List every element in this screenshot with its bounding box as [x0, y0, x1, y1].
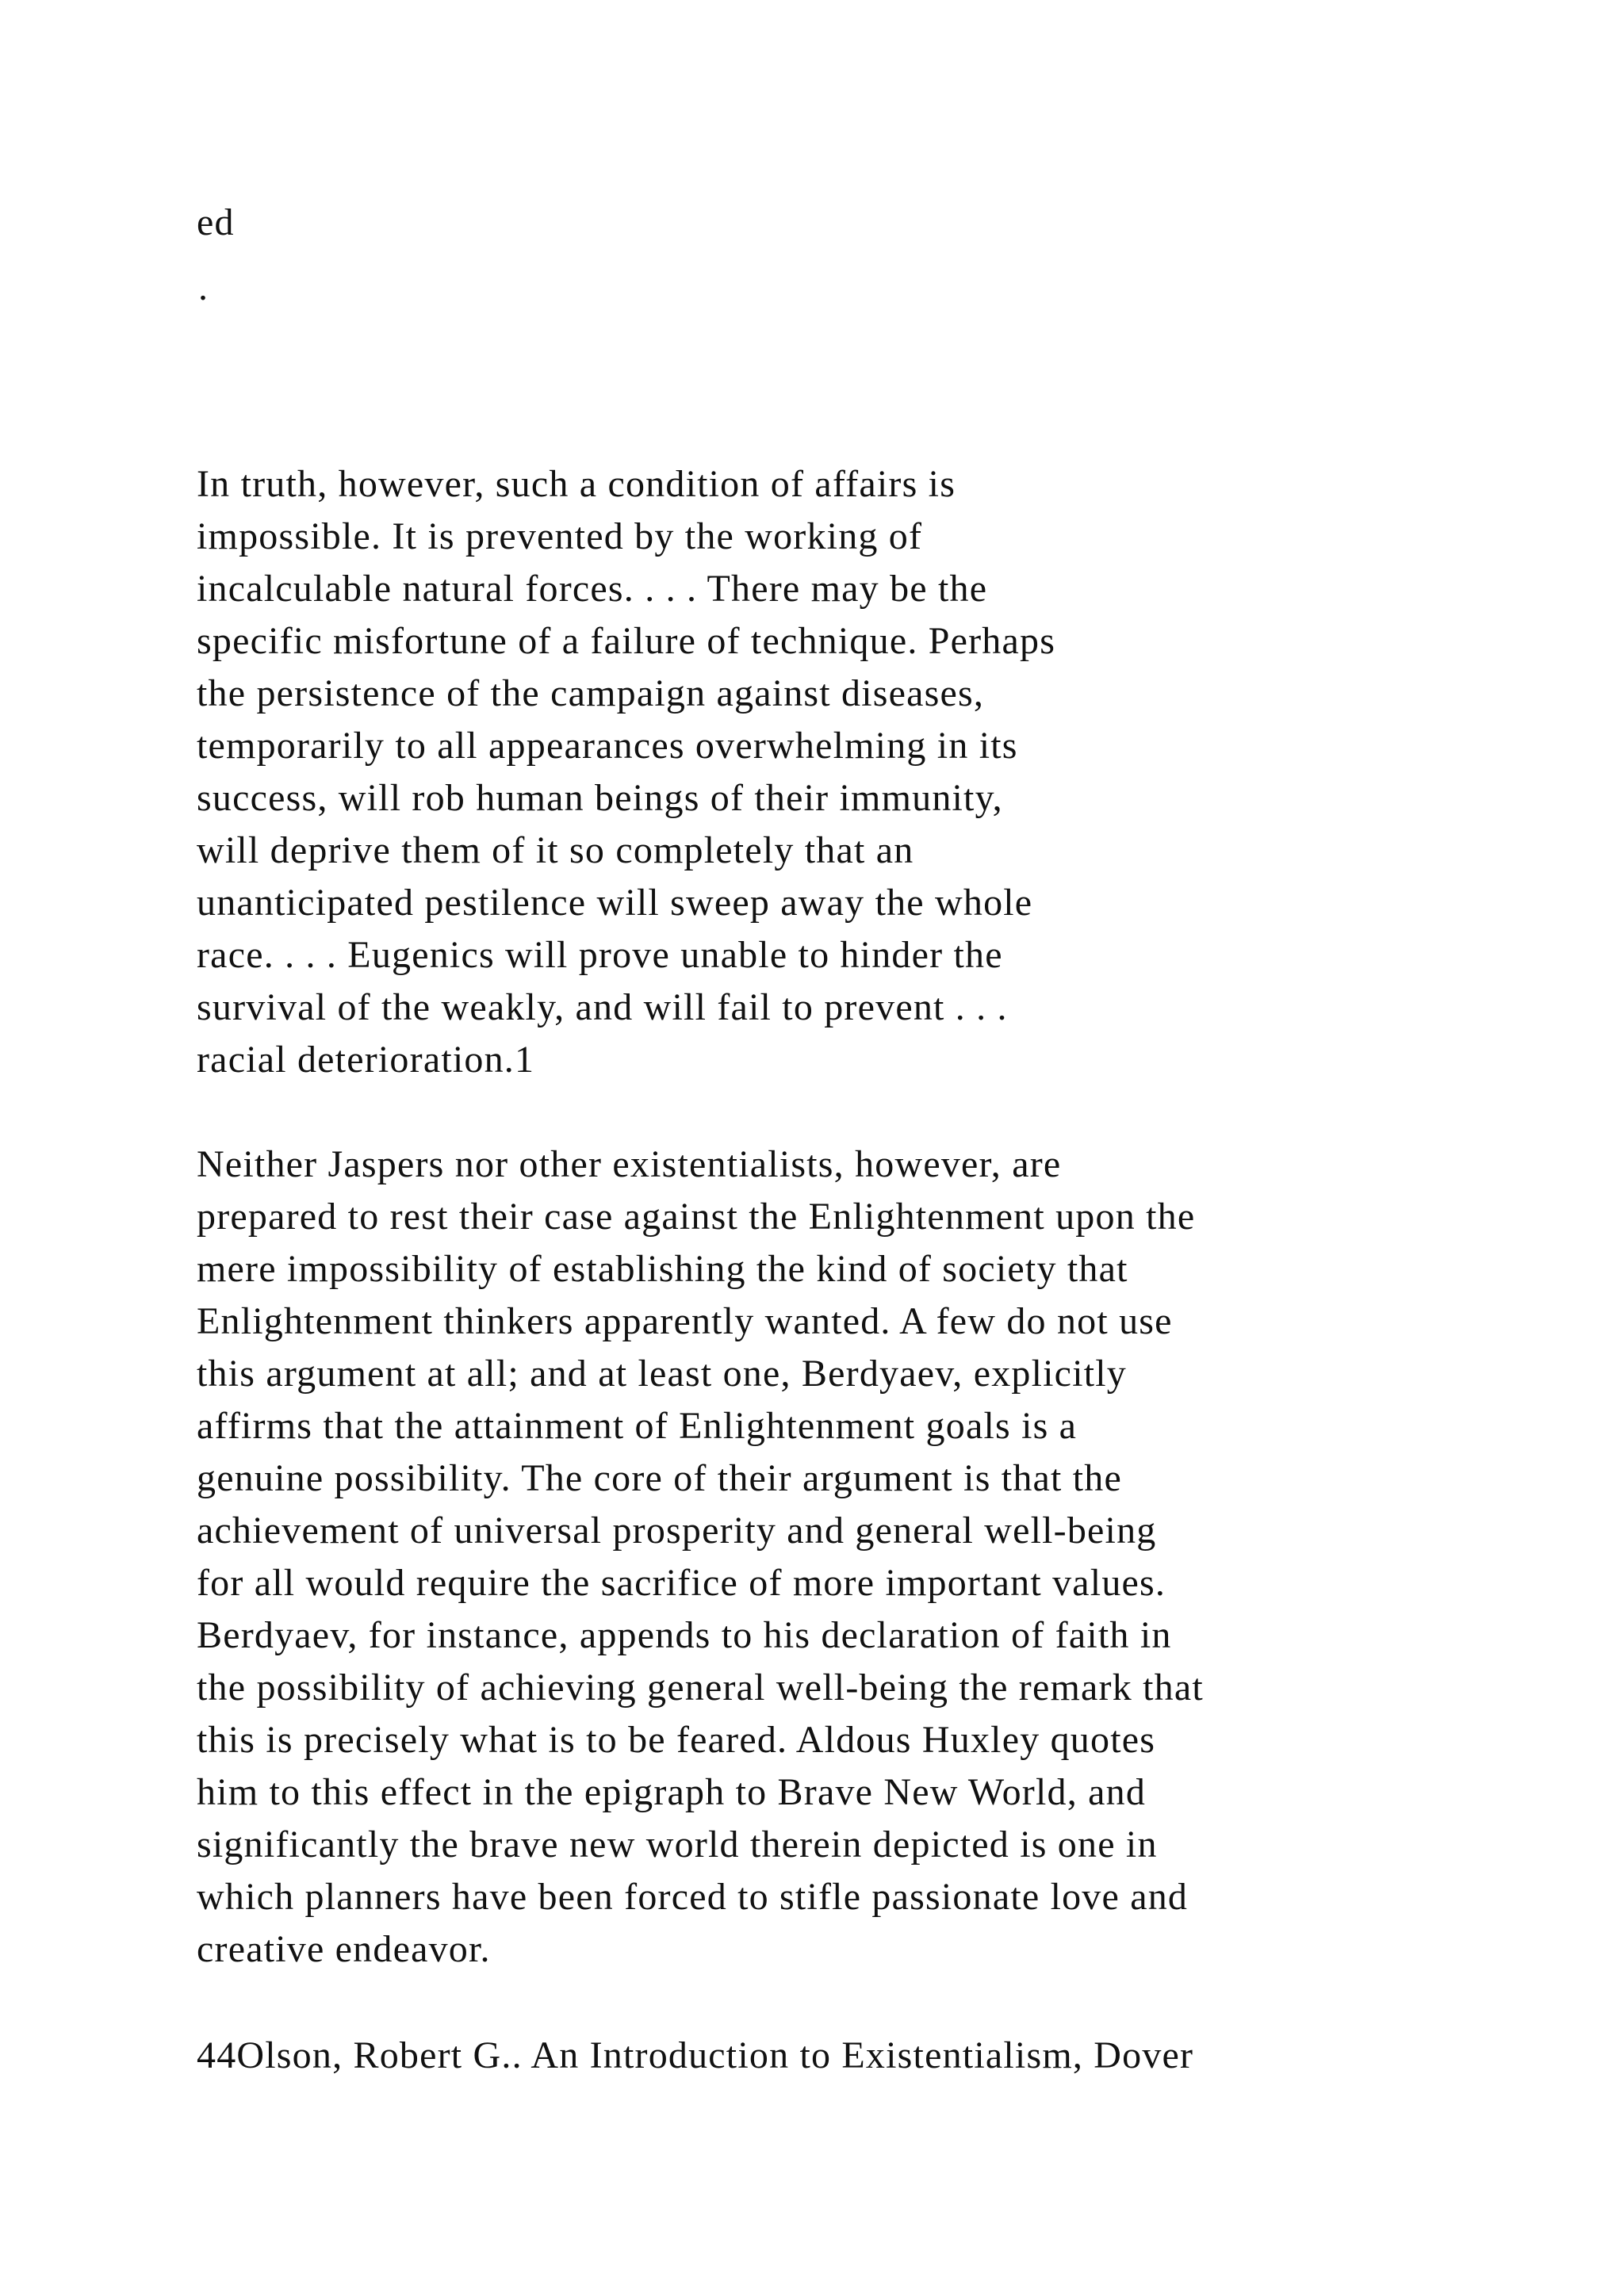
body-line: mere impossibility of establishing the kind of society that: [197, 1248, 1128, 1290]
body-line: the possibility of achieving general well-being the remark that: [197, 1667, 1204, 1709]
quote-line: impossible. It is prevented by the working of: [197, 515, 923, 557]
body-line: this argument at all; and at least one, Berdyaev, explicitly: [197, 1353, 1127, 1395]
quote-line: temporarily to all appearances overwhelming in its: [197, 725, 1018, 767]
fragment-text: ed: [197, 201, 235, 243]
body-line: significantly the brave new world therein depicted is one in: [197, 1823, 1158, 1866]
body-line: Neither Jaspers nor other existentialists, however, are: [197, 1143, 1062, 1185]
body-line: this is precisely what is to be feared. Aldous Huxley quotes: [197, 1719, 1156, 1761]
body-line: achievement of universal prosperity and general well-being: [197, 1510, 1157, 1552]
quote-line: survival of the weakly, and will fail to prevent . . .: [197, 986, 1008, 1028]
body-line: for all would require the sacrifice of more important values.: [197, 1562, 1166, 1604]
quote-line: incalculable natural forces. . . . There may be the: [197, 568, 988, 610]
body-line: genuine possibility. The core of their argument is that the: [197, 1457, 1122, 1499]
quote-line: specific misfortune of a failure of technique. Perhaps: [197, 620, 1056, 662]
footer-citation: 44Olson, Robert G.. An Introduction to Existentialism, Dover: [197, 2034, 1194, 2076]
quote-line: the persistence of the campaign against diseases,: [197, 672, 985, 714]
body-line: him to this effect in the epigraph to Brave New World, and: [197, 1771, 1147, 1813]
quote-line: racial deterioration.1: [197, 1039, 535, 1081]
body-line: creative endeavor.: [197, 1928, 491, 1970]
body-line: Berdyaev, for instance, appends to his declaration of faith in: [197, 1614, 1172, 1656]
fragment-dot: .: [198, 266, 209, 308]
quote-line: will deprive them of it so completely that an: [197, 829, 914, 871]
body-line: prepared to rest their case against the Enlightenment upon the: [197, 1196, 1196, 1238]
quote-line: unanticipated pestilence will sweep away the whole: [197, 882, 1033, 924]
quote-line: success, will rob human beings of their immunity,: [197, 777, 1003, 819]
quote-line: race. . . . Eugenics will prove unable to hinder the: [197, 934, 1003, 976]
quote-line: In truth, however, such a condition of affairs is: [197, 463, 956, 505]
body-line: which planners have been forced to stifle passionate love and: [197, 1876, 1189, 1918]
body-line: Enlightenment thinkers apparently wanted. A few do not use: [197, 1300, 1173, 1342]
body-line: affirms that the attainment of Enlightenment goals is a: [197, 1405, 1078, 1447]
